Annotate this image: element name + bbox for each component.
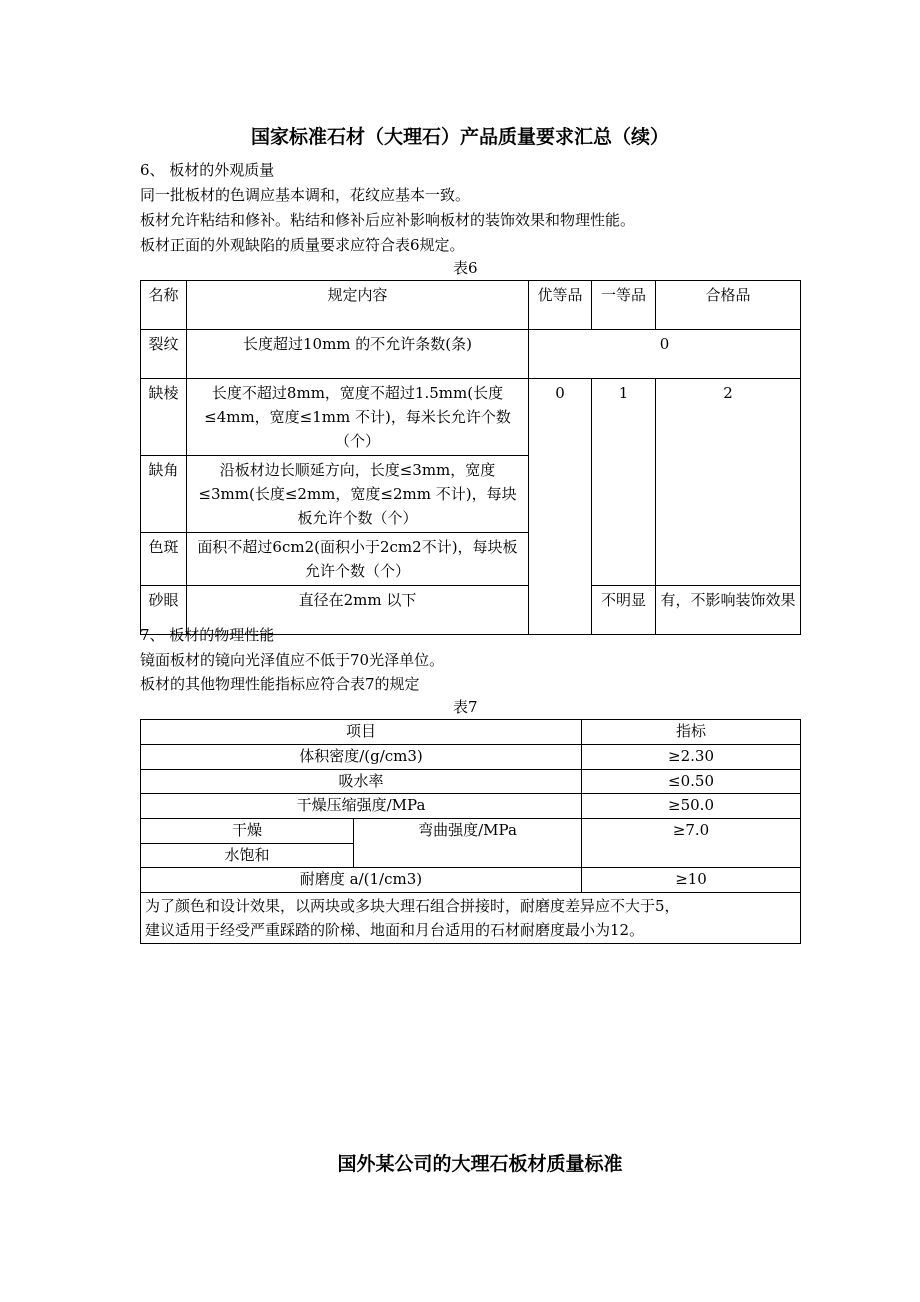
flexural-value: ≥7.0 [582,819,801,868]
section-6-line-1: 同一批板材的色调应基本调和，花纹应基本一致。 [140,186,471,204]
row-item-abrasion: 耐磨度 a/(1/cm3) [141,868,582,893]
grade-first-value: 1 [592,379,656,586]
note-line-2: 建议适用于经受严重踩踏的阶梯、地面和月台适用的石材耐磨度最小为12。 [145,921,645,939]
header-indicator: 指标 [582,720,801,745]
row-name-edge-defect: 缺棱 [141,379,187,456]
header-grade-first: 一等品 [592,281,656,330]
header-grade-premium: 优等品 [529,281,592,330]
row-name-crack: 裂纹 [141,330,187,379]
section-7-line-2: 板材的其他物理性能指标应符合表7的规定 [140,675,420,693]
row-pinhole-grade-qualified: 有，不影响装饰效果 [656,586,801,635]
row-value-abrasion: ≥10 [582,868,801,893]
bottom-title: 国外某公司的大理石板材质量标准 [337,1153,623,1175]
grade-premium-value: 0 [529,379,592,635]
header-name: 名称 [141,281,187,330]
section-6-heading: 6、 板材的外观质量 [140,161,275,179]
table-6 [140,280,801,635]
row-content-color-spot: 面积不超过6cm2(面积小于2cm2不计)，每块板允许个数（个） [187,533,529,586]
row-name-corner-defect: 缺角 [141,456,187,533]
row-name-pinhole: 砂眼 [141,586,187,635]
row-item-compressive-strength: 干燥压缩强度/MPa [141,794,582,819]
flexural-label: 弯曲强度/MPa [354,819,582,868]
row-name-color-spot: 色斑 [141,533,187,586]
row-value-crack: 0 [529,330,801,379]
row-item-water-absorption: 吸水率 [141,770,582,794]
row-content-edge-defect: 长度不超过8mm，宽度不超过1.5mm(长度≤4mm，宽度≤1mm 不计)，每米长允许个数（个） [187,379,529,456]
row-content-corner-defect: 沿板材边长顺延方向，长度≤3mm，宽度≤3mm(长度≤2mm，宽度≤2mm 不计)，每块板允许个数（个） [187,456,529,533]
section-6-line-2: 板材允许粘结和修补。粘结和修补后应补影响板材的装饰效果和物理性能。 [140,211,636,229]
section-7-line-1: 镜面板材的镜向光泽值应不低于70光泽单位。 [140,651,445,669]
flexural-saturated: 水饱和 [141,844,354,868]
row-content-pinhole: 直径在2mm 以下 [187,586,529,635]
table-6-caption: 表6 [453,259,478,277]
header-grade-qualified: 合格品 [656,281,801,330]
flexural-dry: 干燥 [141,819,354,844]
page-title: 国家标准石材（大理石）产品质量要求汇总（续） [250,126,669,148]
grade-qualified-value: 2 [656,379,801,586]
row-pinhole-grade-first: 不明显 [592,586,656,635]
table-7-note [141,893,801,944]
row-value-compressive-strength: ≥50.0 [582,794,801,819]
row-value-density: ≥2.30 [582,745,801,770]
note-line-1: 为了颜色和设计效果，以两块或多块大理石组合拼接时，耐磨度差异应不大于5， [145,897,680,915]
table-7 [140,719,801,944]
section-6-line-3: 板材正面的外观缺陷的质量要求应符合表6规定。 [140,236,465,254]
header-item: 项目 [141,720,582,745]
row-content-crack: 长度超过10mm 的不允许条数(条) [187,330,529,379]
row-value-water-absorption: ≤0.50 [582,770,801,794]
header-content: 规定内容 [187,281,529,330]
row-item-density: 体积密度/(g/cm3) [141,745,582,770]
section-7-heading: 7、 板材的物理性能 [140,626,275,644]
table-7-caption: 表7 [453,698,478,716]
